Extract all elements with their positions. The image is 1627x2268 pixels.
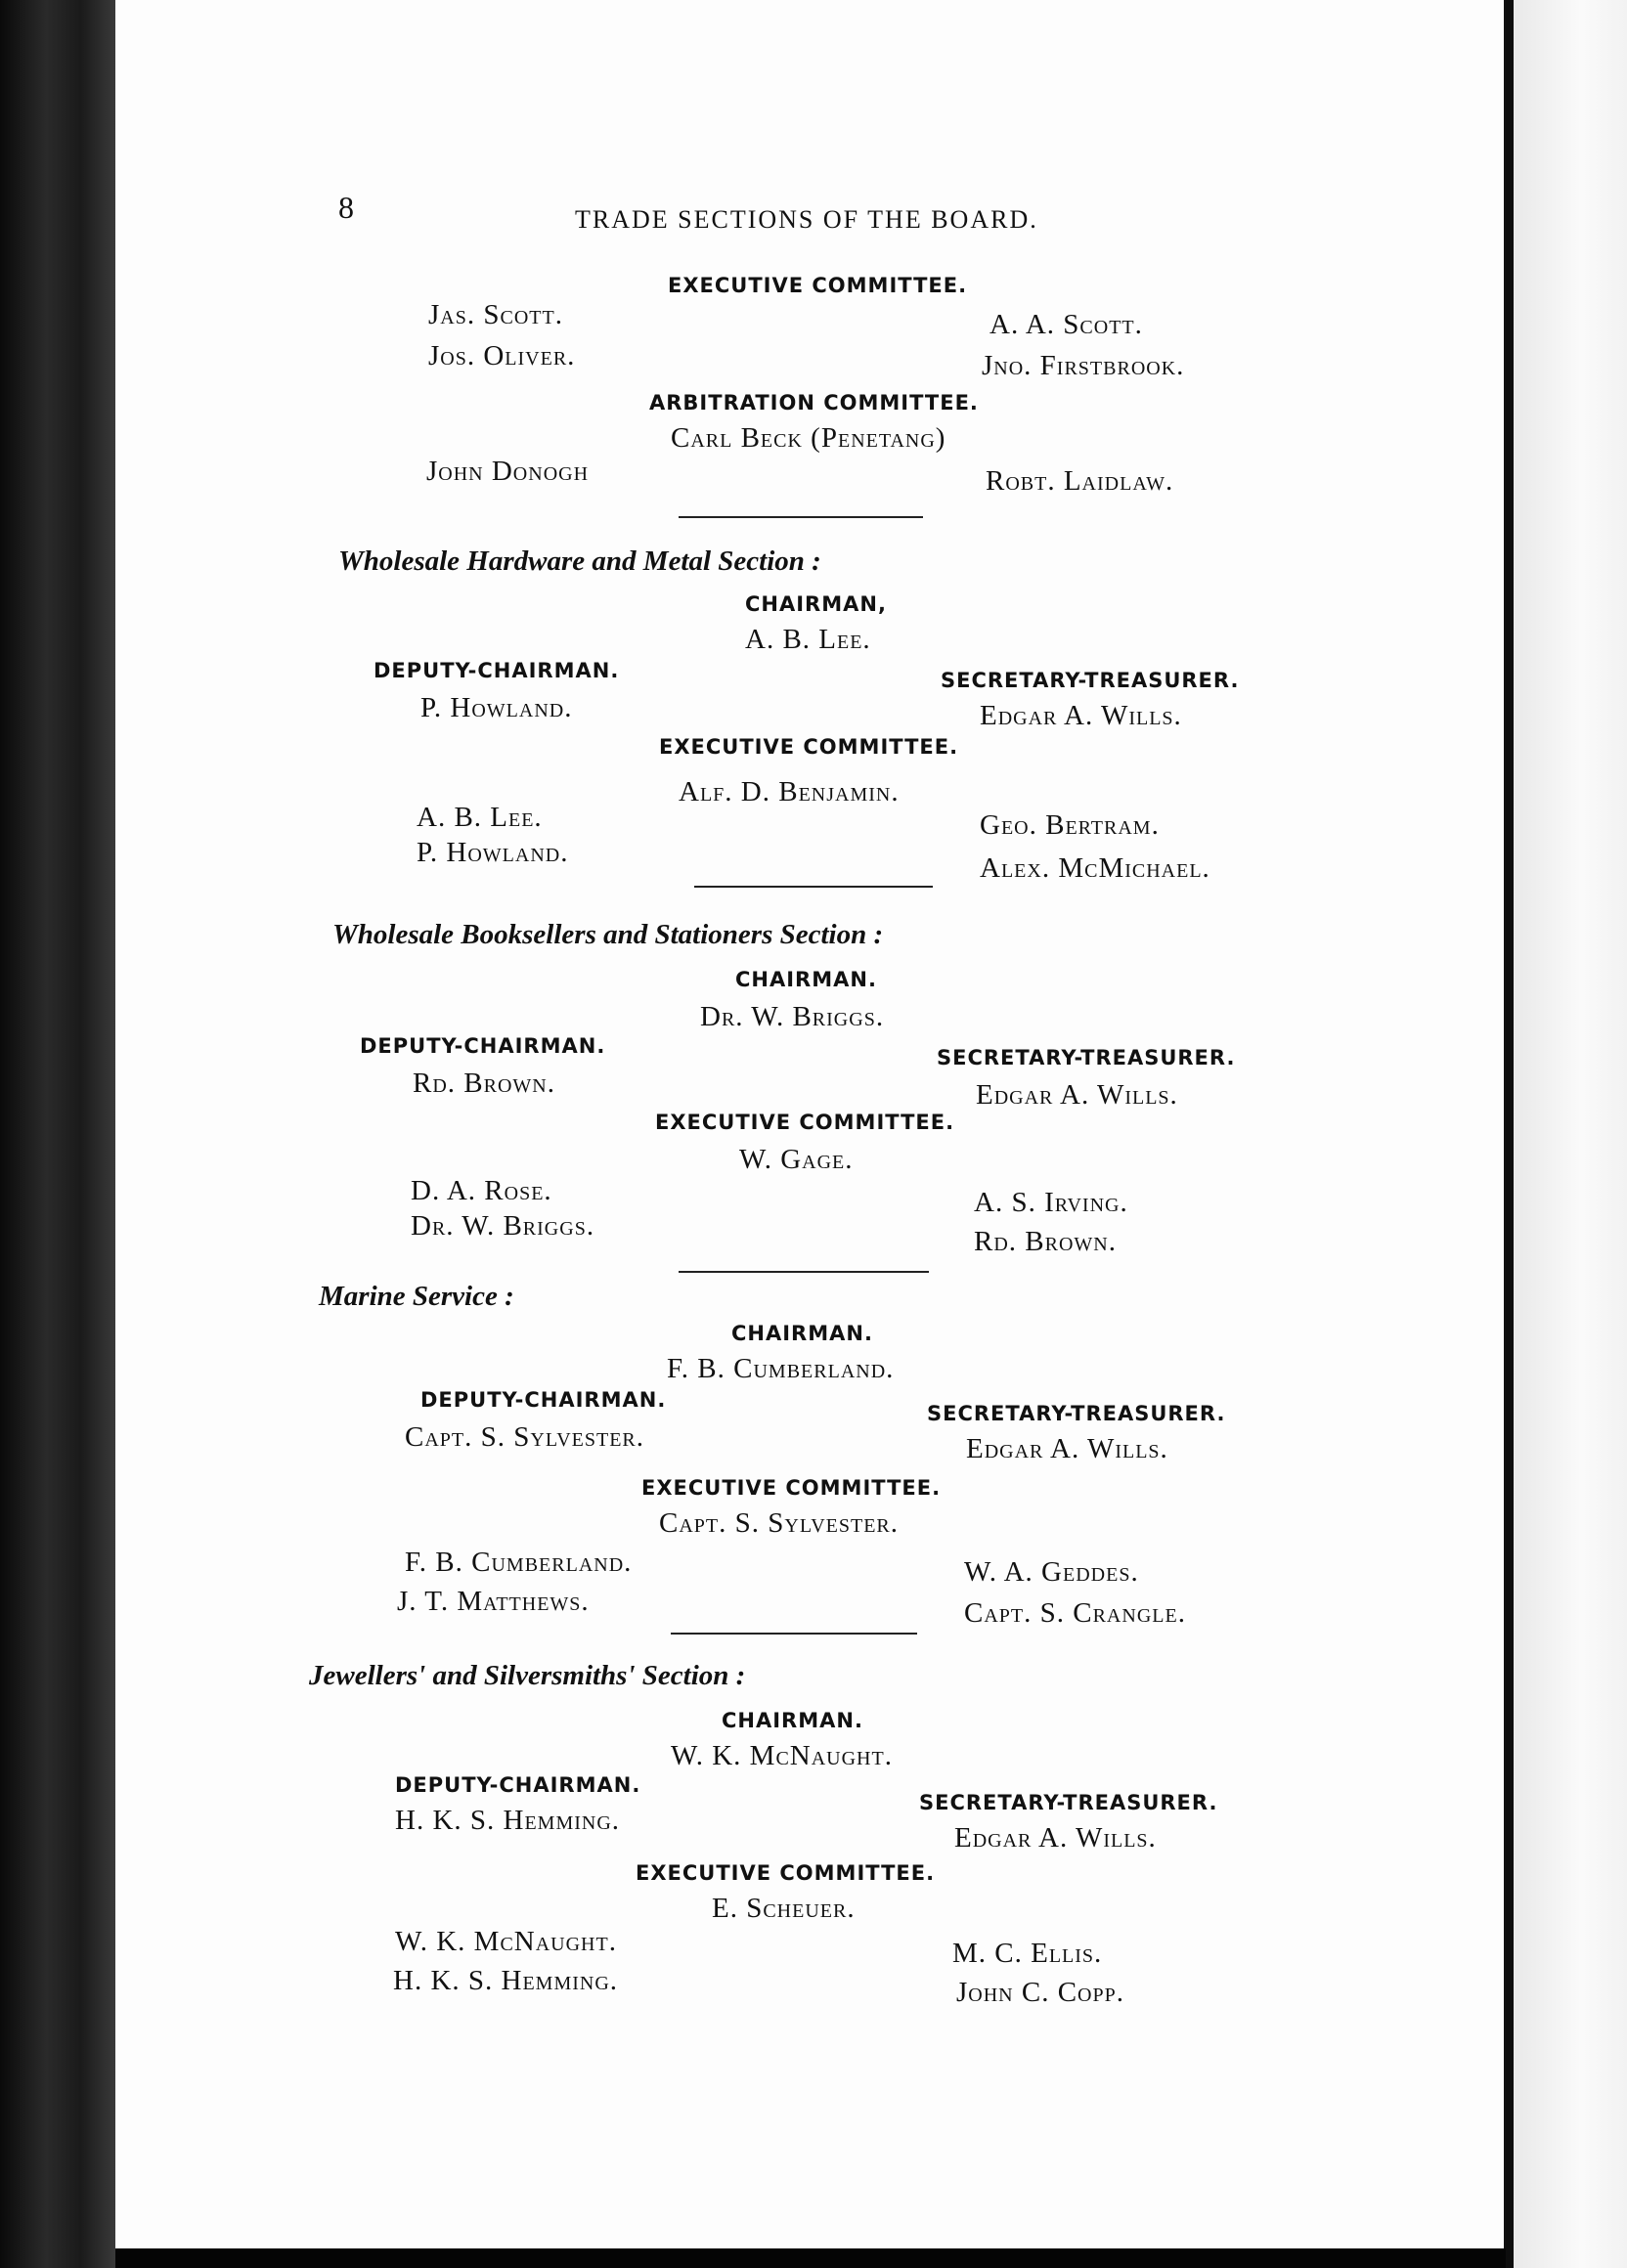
section-divider [679,516,923,518]
executive-member-left: Jos. Oliver. [428,340,576,371]
secretary-treasurer-name: Edgar A. Wills. [954,1822,1157,1854]
executive-member-right: John C. Copp. [956,1977,1124,2008]
executive-member-right: Alex. McMichael. [980,852,1210,884]
section-title: Jewellers' and Silversmiths' Section : [309,1660,746,1691]
section-title: Wholesale Hardware and Metal Section : [338,545,821,577]
secretary-treasurer-heading: SECRETARY-TREASURER. [919,1791,1218,1814]
arbitration-member-right: Robt. Laidlaw. [986,465,1174,497]
executive-member-right: Capt. S. Crangle. [964,1597,1186,1629]
executive-committee-heading: EXECUTIVE COMMITTEE. [659,735,959,759]
arbitration-member-center: Carl Beck (Penetang) [671,422,946,454]
executive-committee-heading: EXECUTIVE COMMITTEE. [655,1111,955,1134]
executive-member-right: Geo. Bertram. [980,809,1160,841]
executive-member-right: A. S. Irving. [974,1187,1128,1218]
arbitration-committee-heading: ARBITRATION COMMITTEE. [649,391,979,414]
deputy-chairman-heading: DEPUTY-CHAIRMAN. [420,1388,667,1412]
secretary-treasurer-heading: SECRETARY-TREASURER. [927,1402,1226,1425]
deputy-chairman-name: Capt. S. Sylvester. [405,1421,645,1453]
executive-member-right: W. A. Geddes. [964,1556,1139,1588]
chairman-name: A. B. Lee. [745,624,871,655]
secretary-treasurer-name: Edgar A. Wills. [976,1079,1178,1111]
executive-member-left: F. B. Cumberland. [405,1547,633,1578]
executive-member-center: E. Scheuer. [712,1893,856,1924]
executive-member-left: H. K. S. Hemming. [393,1965,619,1996]
executive-committee-heading: EXECUTIVE COMMITTEE. [668,274,968,297]
deputy-chairman-name: P. Howland. [420,692,573,723]
chairman-heading: CHAIRMAN, [745,592,887,616]
deputy-chairman-heading: DEPUTY-CHAIRMAN. [374,659,620,682]
page-number: 8 [338,190,354,225]
deputy-chairman-heading: DEPUTY-CHAIRMAN. [360,1034,606,1058]
secretary-treasurer-heading: SECRETARY-TREASURER. [937,1046,1236,1069]
section-divider [679,1271,929,1273]
adjacent-page-edge [1514,0,1627,2268]
secretary-treasurer-name: Edgar A. Wills. [980,700,1182,731]
executive-member-right: Jno. Firstbrook. [982,350,1185,381]
executive-member-left: P. Howland. [417,837,569,868]
section-divider [694,886,933,888]
secretary-treasurer-name: Edgar A. Wills. [966,1433,1168,1464]
secretary-treasurer-heading: SECRETARY-TREASURER. [941,669,1240,692]
executive-member-left: D. A. Rose. [411,1175,552,1206]
book-spine-edge [0,0,115,2268]
chairman-name: F. B. Cumberland. [667,1353,895,1384]
chairman-name: Dr. W. Briggs. [700,1001,885,1032]
chairman-name: W. K. McNaught. [671,1740,893,1771]
executive-committee-heading: EXECUTIVE COMMITTEE. [641,1476,942,1500]
chairman-heading: CHAIRMAN. [731,1322,873,1345]
deputy-chairman-name: Rd. Brown. [413,1068,555,1099]
section-divider [671,1633,917,1635]
executive-member-left: Jas. Scott. [428,299,563,330]
chairman-heading: CHAIRMAN. [735,968,877,991]
executive-member-center: W. Gage. [739,1144,854,1175]
section-title: Wholesale Booksellers and Stationers Section : [332,919,884,950]
chairman-heading: CHAIRMAN. [722,1709,863,1732]
running-head: TRADE SECTIONS OF THE BOARD. [575,205,1038,234]
deputy-chairman-name: H. K. S. Hemming. [395,1805,621,1836]
executive-member-left: J. T. Matthews. [397,1586,590,1617]
executive-member-left: Dr. W. Briggs. [411,1210,595,1242]
executive-member-left: W. K. McNaught. [395,1926,617,1957]
deputy-chairman-heading: DEPUTY-CHAIRMAN. [395,1773,641,1797]
executive-member-right: M. C. Ellis. [952,1938,1103,1969]
executive-member-right: Rd. Brown. [974,1226,1117,1257]
arbitration-member-left: John Donogh [426,456,590,487]
section-title: Marine Service : [319,1281,514,1312]
executive-committee-heading: EXECUTIVE COMMITTEE. [636,1861,936,1885]
executive-member-center: Capt. S. Sylvester. [659,1507,900,1539]
executive-member-right: A. A. Scott. [989,309,1143,340]
executive-member-left: A. B. Lee. [417,802,543,833]
executive-member-center: Alf. D. Benjamin. [679,776,900,807]
